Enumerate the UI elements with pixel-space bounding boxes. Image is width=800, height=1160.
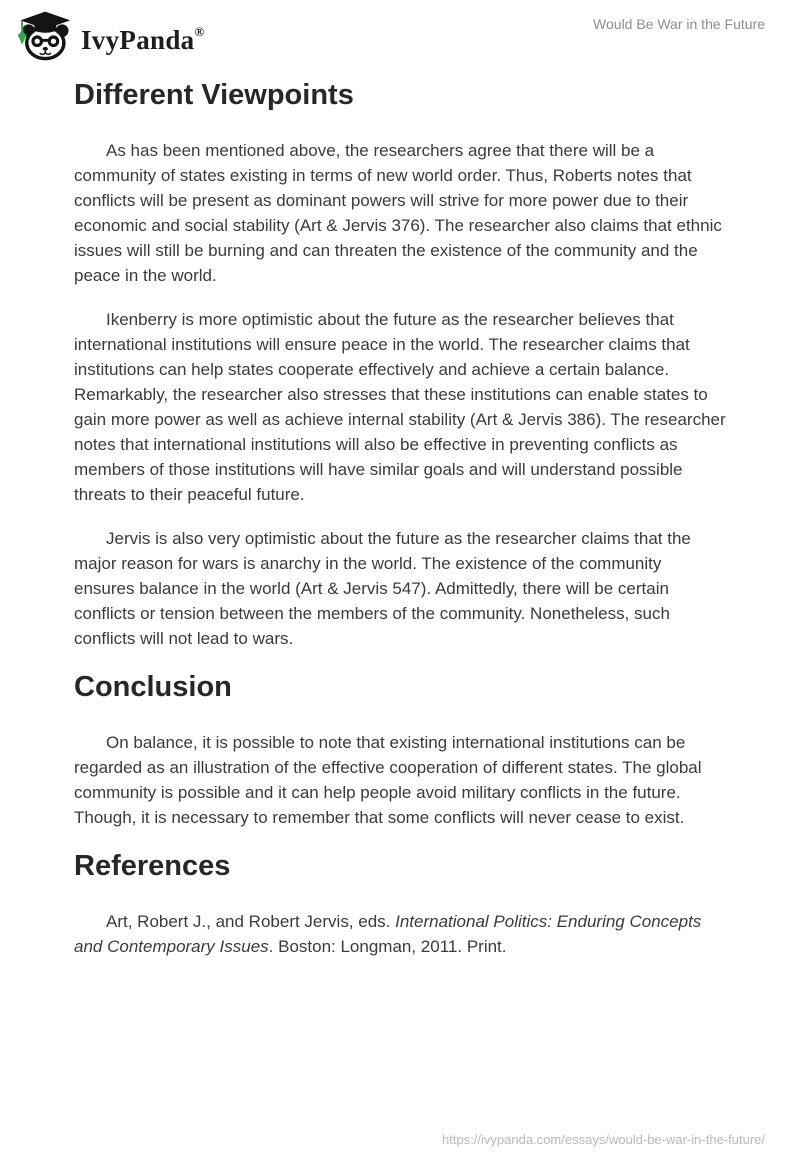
reference-publication-info: . Boston: Longman, 2011. Print. bbox=[268, 937, 507, 956]
paragraph-viewpoints-1: As has been mentioned above, the researchers agree that there will be a community of states existing in terms of new world order. Thus, Roberts notes that conflicts will be present as dominant powers will strive for more power due to their economic and social stability (Art & Jervis 376). The researcher also claims that ethnic issues will still be burning and can threaten the existence of the community and the peace in the world. bbox=[74, 141, 722, 285]
ivypanda-logo[interactable] bbox=[14, 8, 204, 64]
paragraph-viewpoints-2: Ikenberry is more optimistic about the future as the researcher believes that international institutions will ensure peace in the world. The researcher claims that institutions can help states cooperate effectively and achieve a certain balance. Remarkably, the researcher also stresses that these institutions can enable states to gain more power as well as achieve internal stability (Art & Jervis 386). The researcher notes that international institutions will also be effective in preventing conflicts as members of those institutions will have similar goals and will understand possible threats to their peaceful future. bbox=[74, 310, 726, 504]
reference-entry bbox=[74, 909, 726, 959]
page-header bbox=[0, 0, 800, 62]
paragraph-conclusion: On balance, it is possible to note that existing international institutions can be regarded as an illustration of the effective cooperation of different states. The global community is possible and it can help people avoid military conflicts in the future. Though, it is necessary to remember that some conflicts will never cease to exist. bbox=[74, 733, 702, 827]
heading-conclusion: Conclusion bbox=[74, 671, 232, 703]
source-url[interactable]: https://ivypanda.com/essays/would-be-war-in-the-future/ bbox=[442, 1132, 765, 1147]
reference-book-title: International Politics: Enduring Concepts and Contemporary Issues bbox=[74, 912, 702, 956]
brand-name bbox=[81, 8, 204, 64]
panda-graduate-icon bbox=[14, 11, 72, 61]
heading-references: References bbox=[74, 850, 231, 882]
reference-authors: Art, Robert J., and Robert Jervis, eds. bbox=[106, 912, 396, 931]
heading-different-viewpoints: Different Viewpoints bbox=[74, 79, 354, 111]
essay-content bbox=[74, 62, 726, 978]
registered-trademark-symbol: ® bbox=[194, 24, 205, 39]
brand-name-text: IvyPanda bbox=[81, 25, 195, 55]
document-title: Would Be War in the Future bbox=[593, 16, 765, 32]
paragraph-viewpoints-3: Jervis is also very optimistic about the future as the researcher claims that the major reason for wars is anarchy in the world. The existence of the community ensures balance in the world (Art & Jervis 547). Admittedly, there will be certain conflicts or tension between the members of the community. Nonetheless, such conflicts will not lead to wars. bbox=[74, 529, 691, 648]
